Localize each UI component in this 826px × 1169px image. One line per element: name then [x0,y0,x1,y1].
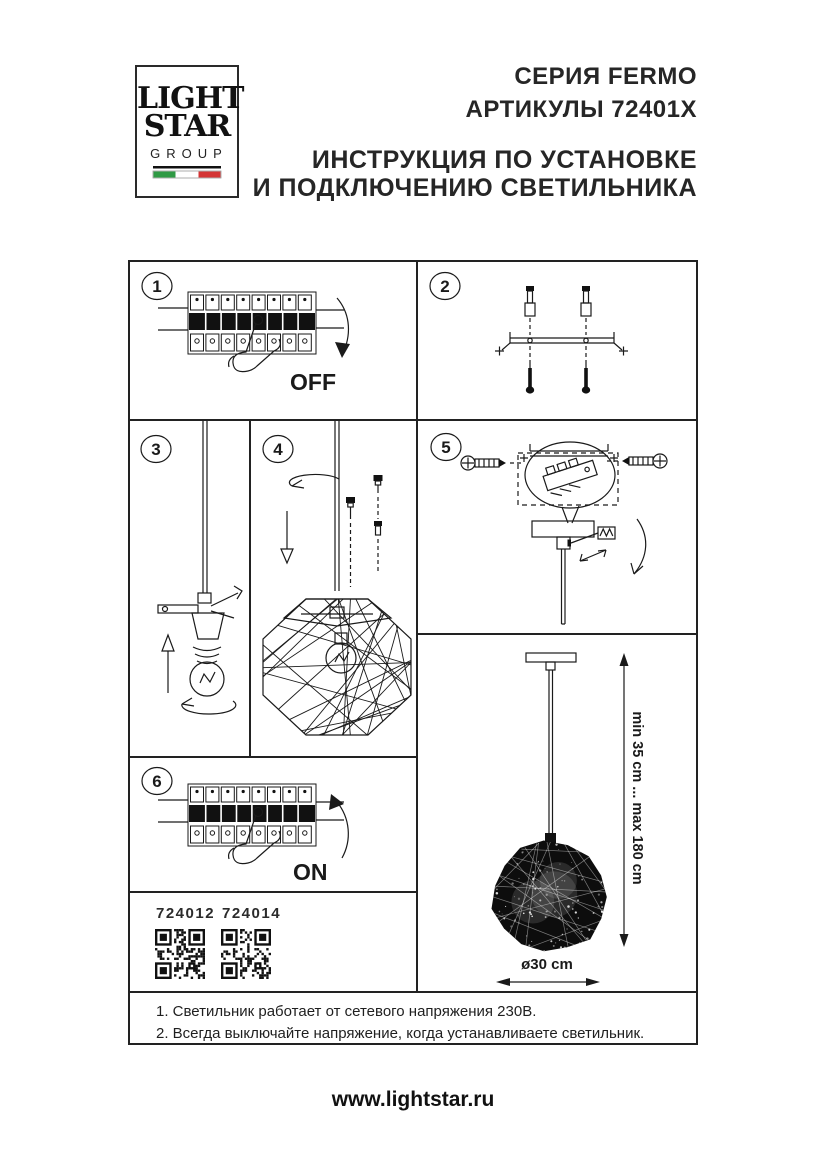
footer-website: www.lightstar.ru [331,1088,495,1111]
ceiling-canopy [532,521,594,549]
cord-line [203,421,207,593]
assembled-lamp-panel [418,635,696,991]
breaker-off-illustration [130,262,416,419]
bulb-icon [190,647,224,696]
product-code-1: 724012 [156,905,216,922]
qr-code-1-pattern [155,929,205,979]
step-1-panel [130,262,416,419]
leader-line [571,533,598,543]
socket-bulb-illustration [130,421,249,756]
product-code-2: 724014 [222,905,282,922]
step-5-panel [418,421,696,633]
italian-flag [151,166,223,179]
wall-anchor-icon [525,286,591,316]
step-3-panel [130,421,249,756]
suspension-rod [562,549,566,624]
ceiling-plate [526,653,576,670]
header-product-info [466,60,697,126]
socket-icon [158,586,242,639]
flag-red-stripe [199,172,221,178]
qr-code-2-pattern [221,929,271,979]
series-title: СЕРИЯ FERMO [514,63,697,90]
step-number-badge: 3 [151,440,161,459]
product-codes-panel [130,893,416,991]
screw-icon [526,362,590,394]
bulb-icon [326,643,356,673]
shade-assembly-illustration [251,421,416,756]
steps-grid [128,260,698,1045]
instruction-title [253,146,697,202]
pendant-ball [492,841,608,953]
instruction-title-line2: И ПОДКЛЮЧЕНИЮ СВЕТИЛЬНИКА [252,174,697,202]
step-number-badge: 4 [273,440,283,459]
logo-star-text: STAR [143,108,231,144]
step-number-badge: 6 [152,772,162,791]
off-label: OFF [290,369,336,395]
on-label: ON [293,859,328,885]
breaker-on-illustration [130,758,416,891]
up-arrow-icon [162,635,174,693]
rotation-arrow-icon [631,519,646,574]
note-line-1: 1. Светильник работает от сетевого напряжения 230В. [156,1003,537,1020]
shade-chords [257,593,416,741]
notes-section [130,992,700,1045]
bracket-bar-icon [495,332,628,356]
step-4-panel [251,421,416,756]
assembled-lamp-illustration [418,635,696,991]
circuit-breaker-1 [158,292,344,354]
step-number-badge: 2 [440,277,450,296]
article-number: АРТИКУЛЫ 72401X [465,96,697,123]
qr-code-1 [155,929,205,979]
set-screw-icon [598,527,615,539]
lightstar-logo [135,65,244,198]
step-6-panel [130,758,416,891]
screw-icon [346,475,383,587]
rotation-arrow-icon [182,698,236,714]
diameter-dimension-label: ø30 cm [521,956,573,973]
step-2-panel [418,262,696,419]
wireframe-shade [257,593,416,741]
height-dimension-line [620,653,629,947]
qr-code-2 [221,929,271,979]
magnifier-bubble [525,442,615,523]
double-arrow-icon [580,550,606,561]
note-line-2: 2. Всегда выключайте напряжение, когда устанавливаете светильник. [156,1025,645,1042]
suspension-rod [549,670,553,833]
flag-green-stripe [154,172,176,178]
circuit-breaker-6 [158,784,344,846]
step-number-badge: 1 [152,277,162,296]
diameter-arrow [496,978,600,986]
down-arrow-icon [281,511,293,563]
step-number-badge: 5 [441,438,451,457]
mounting-bracket-illustration [418,262,696,419]
logo-group-text: GROUP [150,146,228,162]
rotation-arrow-icon [289,474,339,488]
canopy-assembly-illustration [418,421,696,633]
instruction-title-line1: ИНСТРУКЦИЯ ПО УСТАНОВКЕ [311,146,697,174]
cord-line [335,421,339,591]
height-dimension-label: min 35 cm ... max 180 cm [629,711,645,885]
terminal-block [541,454,600,500]
logo-light-text: LIGHT [137,81,244,116]
curved-arrow-up-icon [329,794,348,858]
